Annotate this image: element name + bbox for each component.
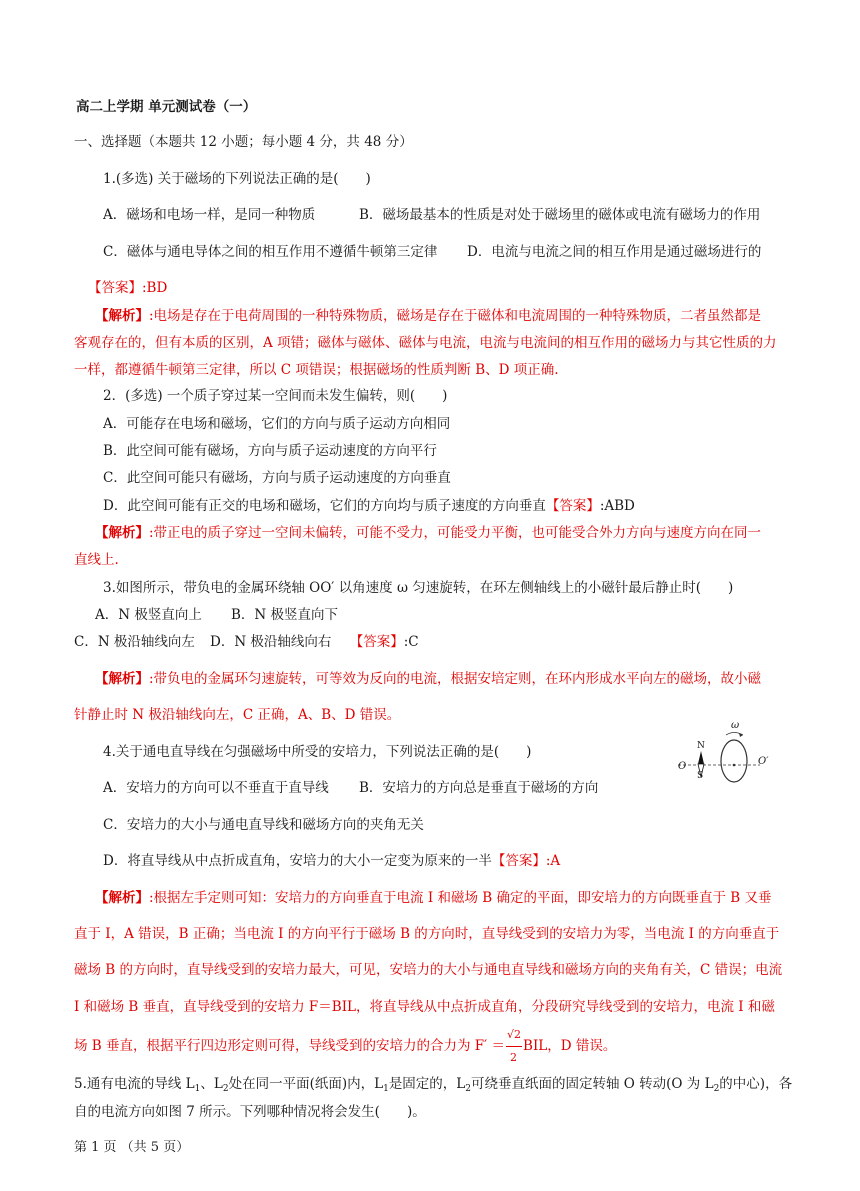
q2-analysis-line-1 [95, 523, 761, 543]
omega-label: ω [731, 720, 740, 731]
option-text: D．N 极沿轴线向右 [210, 634, 332, 650]
q5-stem-line-2: 自的电流方向如图 7 所示。下列哪种情况将会发生( )。 [74, 1104, 426, 1120]
page-footer: 第 1 页 （共 5 页） [74, 1140, 190, 1155]
q1-analysis-line-3: 一样，都遵循牛顿第三定律，所以 C 项错误；根据磁场的性质判断 B、D 项正确. [74, 362, 559, 378]
q4-analysis-line-5 [74, 1027, 617, 1064]
q4-option-c: C．安培力的大小与通电直导线和磁场方向的夹角无关 [103, 817, 424, 833]
q4-analysis-line-4: I 和磁场 B 垂直，直导线受到的安培力 F＝BIL，将直导线从中点折成直角，分段研究导线受到的安培力，电流 I 和磁 [74, 999, 775, 1015]
subscript: 2 [465, 1084, 472, 1094]
q4-option-a: A．安培力的方向可以不垂直于直导线 [103, 780, 329, 796]
stem-text: 5.通有电流的导线 L [74, 1076, 195, 1092]
q3-analysis-line-2: 针静止时 N 极沿轴线向左，C 正确，A、B、D 错误。 [74, 707, 401, 723]
subscript: 1 [194, 1084, 201, 1094]
ring-compass-figure [668, 720, 778, 783]
subscript: 2 [713, 1084, 720, 1094]
answer-value: :A [545, 853, 561, 869]
analysis-text: :带正电的质子穿过一空间未偏转，可能不受力，可能受力平衡，也可能受合外力方向与速度方向在同一 [149, 525, 762, 541]
stem-text: 的中心)，各 [719, 1076, 793, 1092]
analysis-text: :电场是存在于电荷周围的一种特殊物质，磁场是存在于磁体和电流周围的一种特殊物质，二者虽然都是 [149, 308, 762, 324]
south-label: S [697, 771, 704, 781]
answer-tag: 【答案】 [349, 634, 404, 650]
q2-option-c: C．此空间可能只有磁场，方向与质子运动速度的方向垂直 [103, 470, 451, 486]
q3-stem: 3.如图所示，带负电的金属环绕轴 OO′ 以角速度 ω 匀速旋转，在环左侧轴线上的小磁针最后静止时( ) [103, 580, 734, 596]
q5-stem-line-1 [74, 1074, 792, 1099]
option-text: D．将直导线从中点折成直角，安培力的大小一定变为原来的一半 [103, 853, 492, 869]
answer-tag: 【答案】 [491, 853, 546, 869]
q1-answer [88, 278, 167, 298]
answer-tag: 【答案】 [88, 280, 142, 296]
stem-text: 处在同一平面(纸面)内，L [228, 1076, 384, 1092]
q4-stem: 4.关于通电直导线在匀强磁场中所受的安培力，下列说法正确的是( ) [103, 744, 532, 760]
analysis-text: :根据左手定则可知：安培力的方向垂直于电流 I 和磁场 B 确定的平面，即安培力的方向既垂直于 B 又垂 [149, 890, 772, 906]
q2-stem: 2．(多选) 一个质子穿过某一空间而未发生偏转，则( ) [103, 388, 448, 404]
option-text: D．此空间可能有正交的电场和磁场，它们的方向均与质子速度的方向垂直 [103, 498, 546, 514]
subscript: 2 [222, 1084, 229, 1094]
q4-analysis-line-1 [95, 888, 771, 908]
q1-option-b: B．磁场最基本的性质是对处于磁场里的磁体或电流有磁场力的作用 [359, 207, 761, 223]
q2-option-a: A．可能存在电场和磁场，它们的方向与质子运动方向相同 [103, 416, 451, 432]
fraction-bar [506, 1046, 522, 1047]
figure-drawing [668, 727, 778, 783]
q4-option-d [103, 851, 560, 871]
answer-value: :C [403, 634, 419, 650]
fraction-denominator: 2 [510, 1050, 518, 1064]
q1-option-d: D．电流与电流之间的相互作用是通过磁场进行的 [467, 244, 762, 260]
q4-analysis-line-3: 磁场 B 的方向时，直导线受到的安培力最大，可见，安培力的大小与通电直导线和磁场方向的夹角有关，C 错误；电流 [74, 962, 783, 978]
q1-option-a: A．磁场和电场一样，是同一种物质 [103, 207, 316, 223]
analysis-tag: 【解析】 [95, 890, 149, 906]
q1-stem: 1.(多选) 关于磁场的下列说法正确的是( ) [103, 171, 371, 187]
analysis-text: :带负电的金属环匀速旋转，可等效为反向的电流，根据安培定则，在环内形成水平向左的磁场，故小磁 [149, 671, 762, 687]
q4-analysis-line-2: 直于 I，A 错误，B 正确；当电流 I 的方向平行于磁场 B 的方向时，直导线受到的安培力为零，当电流 I 的方向垂直于 [74, 926, 780, 942]
stem-text: 、L [200, 1076, 223, 1092]
analysis-tag: 【解析】 [95, 671, 149, 687]
analysis-text: 场 B 垂直，根据平行四边形定则可得，导线受到的安培力的合力为 F′ ＝ [74, 1038, 506, 1054]
q4-option-b: B．安培力的方向总是垂直于磁场的方向 [359, 780, 599, 796]
stem-text: 可绕垂直纸面的固定转轴 O 转动(O 为 L [471, 1076, 714, 1092]
north-label: N [697, 741, 705, 751]
axis-o-prime-label: O′ [758, 756, 769, 767]
stem-text: 是固定的，L [388, 1076, 466, 1092]
section-heading: 一、选择题（本题共 12 小题；每小题 4 分，共 48 分） [74, 134, 413, 150]
answer-value: :BD [142, 280, 168, 296]
q1-analysis-line-2: 客观存在的，但有本质的区别，A 项错；磁体与磁体、磁体与电流，电流与电流间的相互作用的磁场力与其它性质的力 [74, 335, 777, 351]
subscript: 1 [383, 1084, 389, 1094]
q3-analysis-line-1 [95, 669, 761, 689]
axis-o-label: O [678, 761, 687, 772]
q3-option-b: B．N 极竖直向下 [231, 607, 339, 623]
q1-option-c: C．磁体与通电导体之间的相互作用不遵循牛顿第三定律 [103, 244, 438, 260]
fraction-numerator: √2 [507, 1027, 522, 1041]
q2-analysis-line-2: 直线上. [74, 552, 119, 568]
answer-tag: 【答案】 [545, 498, 600, 514]
fraction-sqrt2-over-2 [505, 1027, 523, 1064]
q3-option-d [210, 632, 419, 652]
document-title: 高二上学期 单元测试卷（一） [76, 99, 257, 115]
analysis-tag: 【解析】 [95, 525, 149, 541]
analysis-tag: 【解析】 [95, 308, 149, 324]
q3-option-a: A．N 极竖直向上 [95, 607, 202, 623]
q1-analysis-line-1 [95, 306, 761, 326]
q2-option-d [103, 496, 635, 516]
q2-option-b: B．此空间可能有磁场，方向与质子运动速度的方向平行 [103, 443, 437, 459]
answer-value: :ABD [599, 498, 635, 514]
analysis-text: BIL，D 错误。 [523, 1038, 617, 1054]
q3-option-c: C．N 极沿轴线向左 [74, 634, 195, 650]
